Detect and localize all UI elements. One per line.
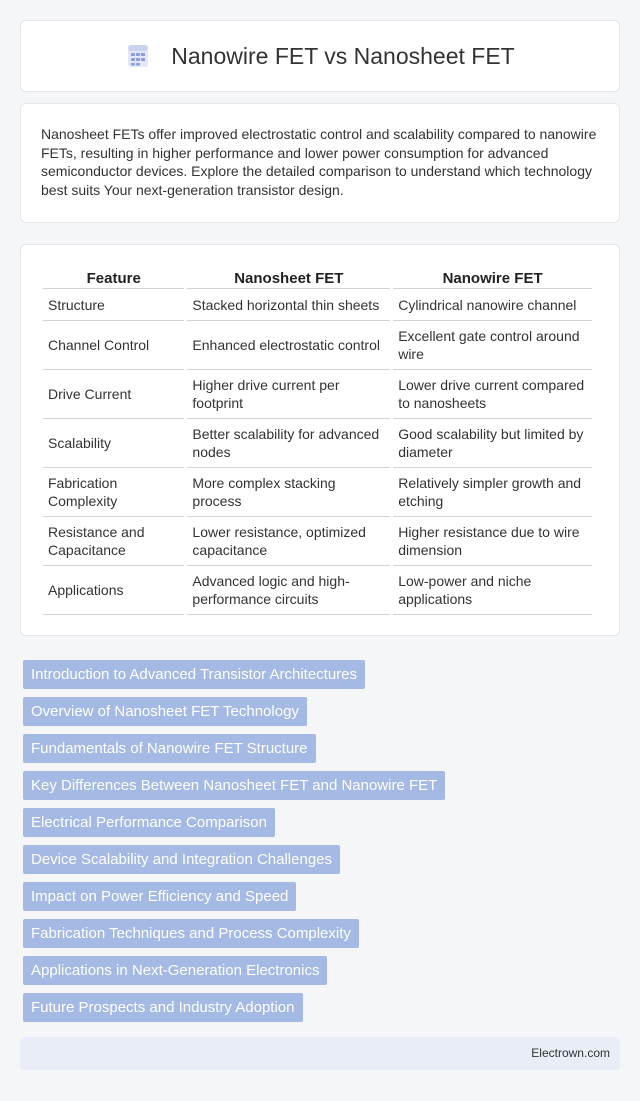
table-cell: Drive Current — [43, 370, 184, 419]
topic-link-introduction[interactable]: Introduction to Advanced Transistor Architectures — [23, 660, 365, 689]
topic-link-electrical-performance[interactable]: Electrical Performance Comparison — [23, 808, 275, 837]
comparison-table — [40, 267, 595, 615]
topic-link-key-differences[interactable]: Key Differences Between Nanosheet FET and Nanowire FET — [23, 771, 445, 800]
table-cell: Stacked horizontal thin sheets — [187, 289, 390, 321]
table-row — [43, 321, 592, 370]
table-cell: Structure — [43, 289, 184, 321]
table-cell: Enhanced electrostatic control — [187, 321, 390, 370]
table-cell: Relatively simpler growth and etching — [393, 468, 592, 517]
comparison-table-card — [20, 244, 620, 636]
intro-card — [20, 103, 620, 223]
topic-link-fabrication[interactable]: Fabrication Techniques and Process Complexity — [23, 919, 359, 948]
table-cell: Higher resistance due to wire dimension — [393, 517, 592, 566]
table-cell: Higher drive current per footprint — [187, 370, 390, 419]
table-cell: Resistance and Capacitance — [43, 517, 184, 566]
table-cell: Channel Control — [43, 321, 184, 370]
topic-links — [23, 660, 623, 1030]
table-cell: Low-power and niche applications — [393, 566, 592, 615]
table-header-row — [43, 267, 592, 289]
table-cell: More complex stacking process — [187, 468, 390, 517]
table-row — [43, 370, 592, 419]
table-row — [43, 468, 592, 517]
table-cell: Scalability — [43, 419, 184, 468]
table-cell: Lower drive current compared to nanosheets — [393, 370, 592, 419]
footer-brand[interactable]: Electrown.com — [531, 1046, 610, 1060]
title-card — [20, 20, 620, 92]
table-cell: Advanced logic and high-performance circuits — [187, 566, 390, 615]
header-feature: Feature — [43, 267, 184, 289]
header-nanosheet: Nanosheet FET — [187, 267, 390, 289]
table-cell: Better scalability for advanced nodes — [187, 419, 390, 468]
table-cell: Cylindrical nanowire channel — [393, 289, 592, 321]
topic-link-power-efficiency[interactable]: Impact on Power Efficiency and Speed — [23, 882, 296, 911]
document-grid-icon — [125, 43, 151, 69]
topic-link-nanosheet-overview[interactable]: Overview of Nanosheet FET Technology — [23, 697, 307, 726]
table-row — [43, 419, 592, 468]
table-row — [43, 289, 592, 321]
table-row — [43, 566, 592, 615]
table-cell: Fabrication Complexity — [43, 468, 184, 517]
table-row — [43, 517, 592, 566]
page-title: Nanowire FET vs Nanosheet FET — [171, 42, 515, 69]
table-cell: Applications — [43, 566, 184, 615]
topic-link-nanowire-fundamentals[interactable]: Fundamentals of Nanowire FET Structure — [23, 734, 316, 763]
intro-text: Nanosheet FETs offer improved electrostatic control and scalability compared to nanowire FETs, resulting in higher performance and lower power consumption for advanced semiconductor devices. Explore the detailed comparison to understand which technology best suits Your next-generation transistor design. — [41, 126, 597, 198]
footer — [20, 1037, 620, 1070]
topic-link-scalability[interactable]: Device Scalability and Integration Challenges — [23, 845, 340, 874]
header-nanowire: Nanowire FET — [393, 267, 592, 289]
table-cell: Excellent gate control around wire — [393, 321, 592, 370]
table-cell: Good scalability but limited by diameter — [393, 419, 592, 468]
topic-link-applications[interactable]: Applications in Next-Generation Electronics — [23, 956, 327, 985]
table-cell: Lower resistance, optimized capacitance — [187, 517, 390, 566]
topic-link-future-prospects[interactable]: Future Prospects and Industry Adoption — [23, 993, 303, 1022]
